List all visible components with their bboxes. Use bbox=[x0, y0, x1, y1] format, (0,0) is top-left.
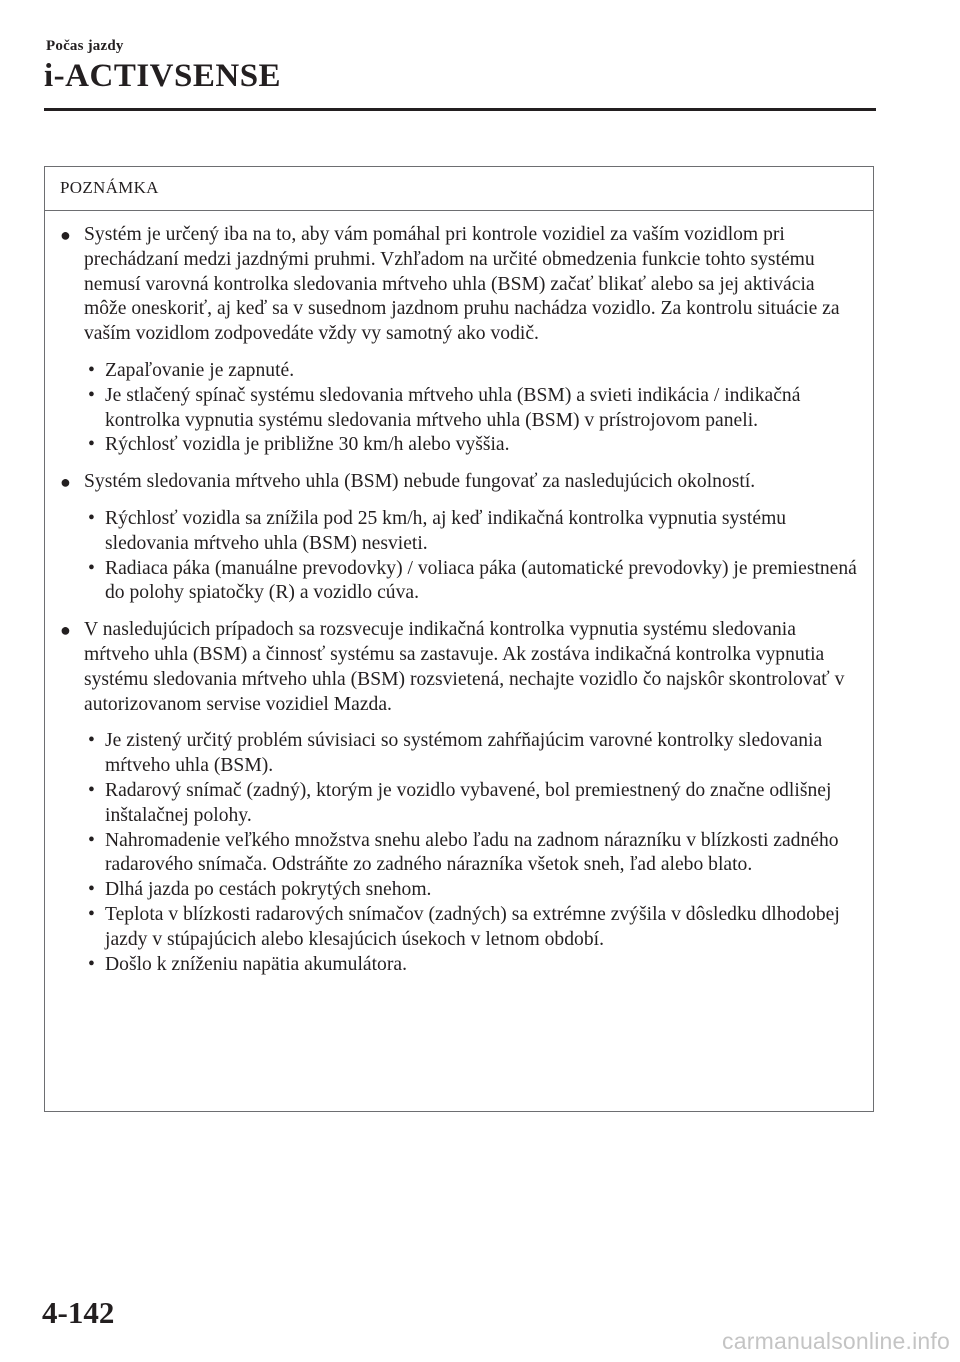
watermark: carmanualsonline.info bbox=[722, 1328, 950, 1354]
bullet-icon: • bbox=[88, 557, 95, 579]
bullet-icon: • bbox=[88, 779, 95, 801]
bullet-icon: • bbox=[88, 903, 95, 925]
section-label: Počas jazdy bbox=[46, 38, 124, 54]
sub-list-item bbox=[84, 359, 859, 384]
note-item bbox=[60, 223, 859, 458]
bullet-icon: • bbox=[88, 359, 95, 381]
note-item bbox=[60, 470, 859, 606]
bullet-icon: • bbox=[88, 434, 95, 456]
note-item-text: V nasledujúcich prípadoch sa rozsvecuje indikačná kontrolka vypnutia systému sledovania mŕtveho uhla (BSM) a činnosť systému sa zastavuje. Ak zostáva indikačná kontrolka vypnutia systému sledovania mŕtveho uhla (BSM) rozsvietená, nechajte vozidlo čo najskôr skontrolovať v autorizovanom servise vozidiel Mazda. bbox=[84, 619, 845, 715]
title-divider bbox=[44, 108, 876, 111]
sub-list-item bbox=[84, 729, 859, 779]
bullet-icon: • bbox=[88, 953, 95, 975]
sub-list-item bbox=[84, 779, 859, 829]
sub-item-text: Zapaľovanie je zapnuté. bbox=[105, 359, 295, 381]
sub-item-text: Je stlačený spínač systému sledovania mŕtveho uhla (BSM) a svieti indikácia / indikačná kontrolka vypnutia systému sledovania mŕtveho uhla (BSM) v prístrojovom paneli. bbox=[105, 384, 801, 431]
sub-item-text: Radarový snímač (zadný), ktorým je vozidlo vybavené, bol premiestnený do značne odlišnej inštalačnej polohy. bbox=[105, 779, 832, 826]
bullet-dot-icon: ● bbox=[60, 620, 71, 641]
bullet-icon: • bbox=[88, 507, 95, 529]
bullet-dot-icon: ● bbox=[60, 225, 71, 245]
sub-item-text: Nahromadenie veľkého množstva snehu alebo ľadu na zadnom nárazníku v blízkosti zadného radarového snímača. Odstráňte zo zadného nárazníka všetok sneh, ľad alebo blato. bbox=[105, 829, 839, 876]
note-item-text: Systém sledovania mŕtveho uhla (BSM) nebude fungovať za nasledujúcich okolností. bbox=[84, 471, 756, 493]
page-number: 4-142 bbox=[42, 1295, 115, 1330]
sub-item-text: Je zistený určitý problém súvisiaci so systémom zahŕňajúcim varovné kontrolky sledovania mŕtveho uhla (BSM). bbox=[105, 730, 823, 777]
bullet-icon: • bbox=[88, 730, 95, 752]
sub-list-item bbox=[84, 384, 859, 434]
sub-item-text: Radiaca páka (manuálne prevodovky) / voliaca páka (automatické prevodovky) je premiestnená do polohy spiatočky (R) a vozidlo cúva. bbox=[105, 557, 857, 604]
sub-item-text: Dlhá jazda po cestách pokrytých snehom. bbox=[105, 879, 432, 901]
sub-list bbox=[84, 359, 859, 458]
note-box bbox=[44, 166, 874, 1112]
bullet-icon: • bbox=[88, 879, 95, 901]
sub-list-item bbox=[84, 878, 859, 903]
bullet-icon: • bbox=[88, 384, 95, 406]
sub-item-text: Došlo k zníženiu napätia akumulátora. bbox=[105, 953, 407, 975]
note-item bbox=[60, 618, 859, 977]
chapter-title: i-ACTIVSENSE bbox=[44, 58, 282, 94]
note-item-text: Systém je určený iba na to, aby vám pomáhal pri kontrole vozidiel za vaším vozidlom pri prechádzaní medzi jazdnými pruhmi. Vzhľadom na určité obmedzenia funkcie tohto systému nemusí varovná kontrolka sledovania mŕtveho uhla (BSM) začať blikať alebo sa jej aktivácia môže oneskoriť, aj keď sa v susednom jazdnom pruhu nachádza vozidlo. Za kontrolu situácie za vaším vozidlom zodpovedáte vždy vy samotný ako vodič. bbox=[84, 224, 840, 345]
sub-list-item bbox=[84, 557, 859, 607]
sub-list-item bbox=[84, 903, 859, 953]
sub-list bbox=[84, 507, 859, 606]
sub-item-text: Rýchlosť vozidla sa znížila pod 25 km/h, aj keď indikačná kontrolka vypnutia systému sledovania mŕtveho uhla (BSM) nesvieti. bbox=[105, 507, 787, 554]
sub-item-text: Rýchlosť vozidla je približne 30 km/h alebo vyššia. bbox=[105, 434, 510, 456]
bullet-dot-icon: ● bbox=[60, 472, 71, 493]
bullet-icon: • bbox=[88, 829, 95, 851]
sub-list bbox=[84, 729, 859, 977]
note-label: POZNÁMKA bbox=[45, 167, 873, 211]
sub-list-item bbox=[84, 433, 859, 458]
sub-list-item bbox=[84, 507, 859, 557]
sub-list-item bbox=[84, 953, 859, 978]
sub-list-item bbox=[84, 829, 859, 879]
sub-item-text: Teplota v blízkosti radarových snímačov (zadných) sa extrémne zvýšila v dôsledku dlhodobej jazdy v stúpajúcich alebo klesajúcich úsekoch v letnom období. bbox=[105, 903, 840, 950]
note-body bbox=[45, 211, 873, 977]
